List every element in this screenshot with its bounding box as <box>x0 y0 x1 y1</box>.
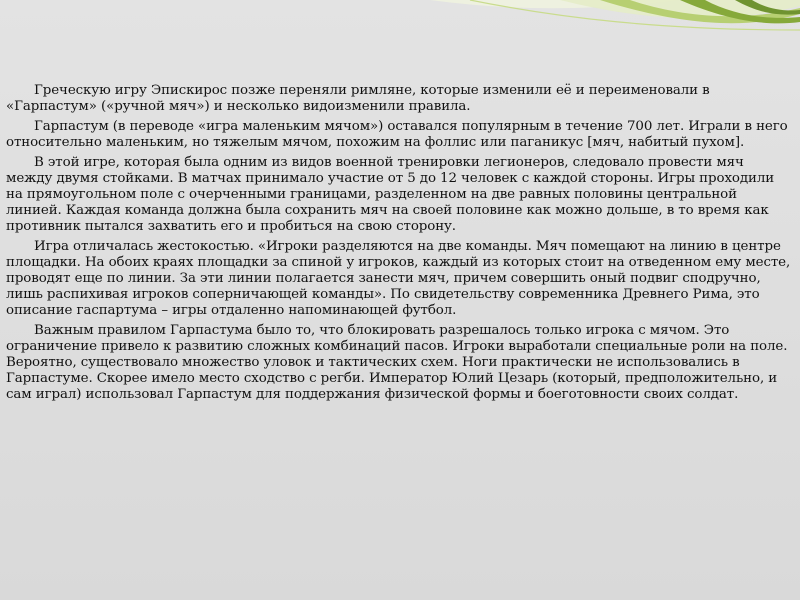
paragraph-5: Важным правилом Гарпастума было то, что блокировать разрешалось только игрока с мячом. Это ограничение привело к развитию сложных комбинаций пасов. Игроки выработали специальные роли на поле. Вероятно, существовало множество уловок и тактических схем. Ноги практически не использовались в Гарпастуме. Скорее имело место сходство с регби. Император Юлий Цезарь (который, предположительно, и сам играл) использовал Гарпастум для поддержания физической формы и боеготовности своих солдат. <box>6 323 788 402</box>
paragraph-3: В этой игре, которая была одним из видов военной тренировки легионеров, следовало провести мяч между двумя стойками. В матчах принимало участие от 5 до 12 человек с каждой стороны. Игры проходили на прямоугольном поле с очерченными границами, разделенном на две равных половины центральной линией. Каждая команда должна была сохранить мяч на своей половине как можно дольше, в то время как противник пытался захватить его и пробиться на свою сторону. <box>6 155 775 234</box>
paragraph-2: Гарпастум (в переводе «игра маленьким мячом») оставался популярным в течение 700 лет. Играли в него относительно маленьким, но тяжелым мячом, похожим на фоллис или паганикус [мяч, набитый пухом]. <box>6 119 788 150</box>
paragraph-1: Греческую игру Эпискирос позже переняли римляне, которые изменили её и переименовали в «Гарпастум» («ручной мяч») и несколько видоизменили правила. <box>6 83 710 114</box>
decorative-header-waves <box>0 0 800 80</box>
slide-body-text <box>6 83 794 407</box>
paragraph-4: Игра отличалась жестокостью. «Игроки разделяются на две команды. Мяч помещают на линию в центре площадки. На обоих краях площадки за спиной у игроков, каждый из которых стоит на отведенном ему месте, проводят еще по линии. За эти линии полагается занести мяч, причем совершить оный подвиг сподручно, лишь распихивая игроков соперничающей команды». По свидетельству современника Древнего Рима, это описание гаспартума – игры отдаленно напоминающей футбол. <box>6 239 791 318</box>
